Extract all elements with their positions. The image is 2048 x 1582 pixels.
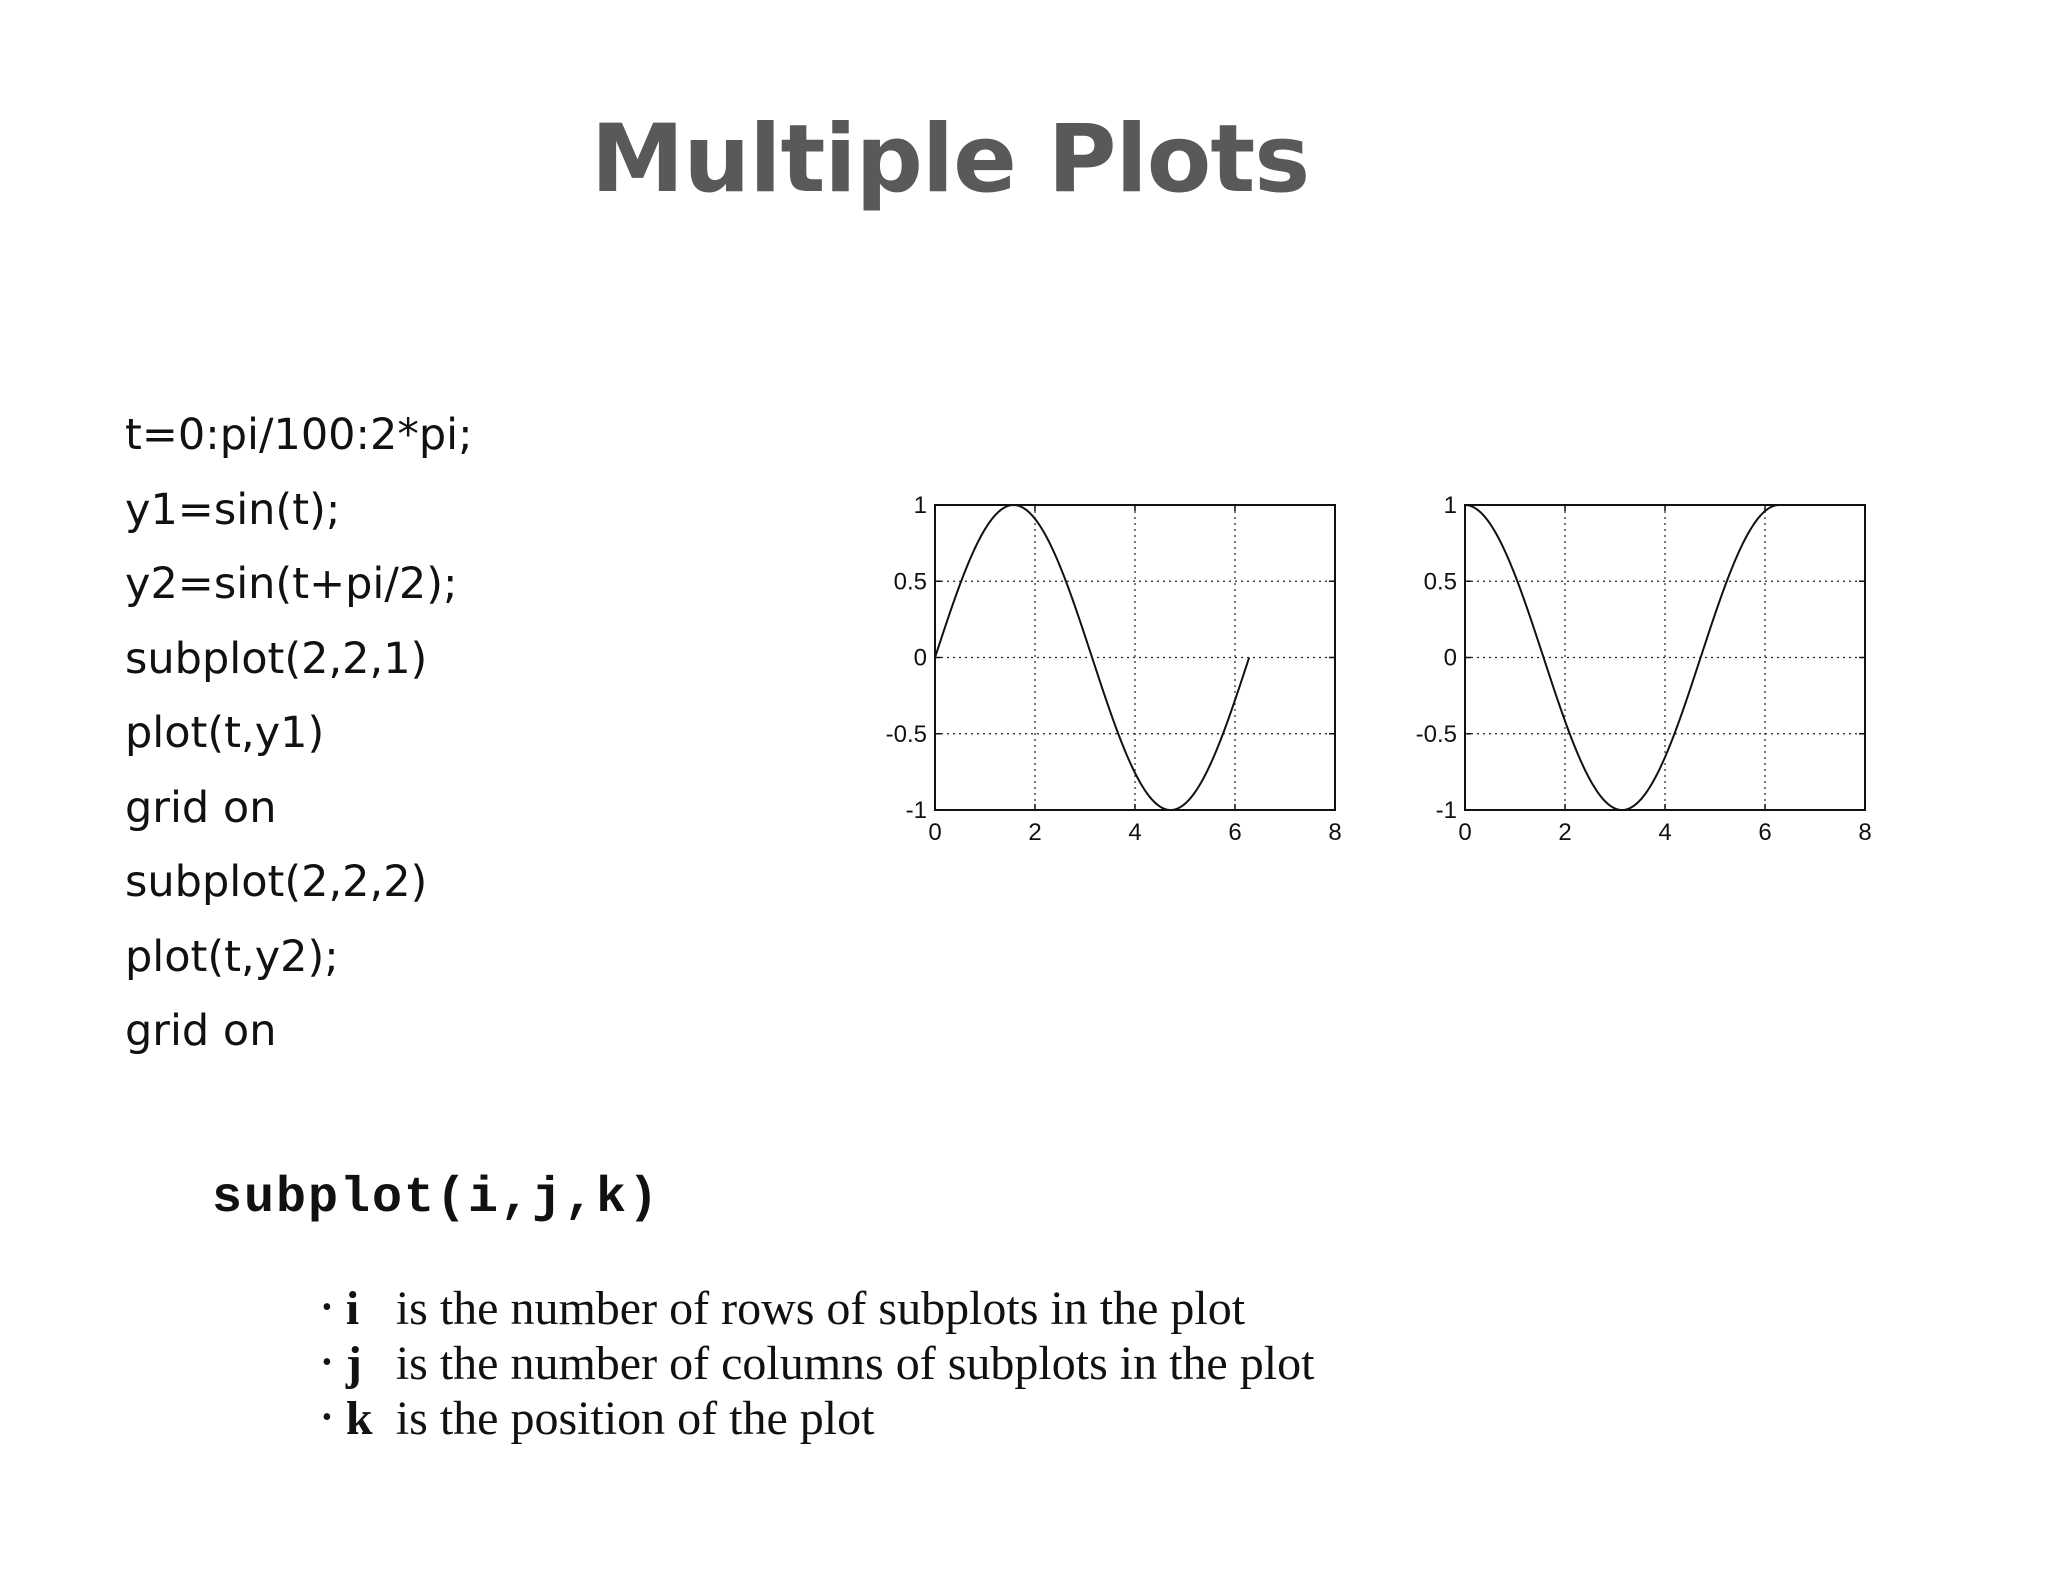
x-tick-label: 0 <box>1458 819 1472 846</box>
parameter-description: is the position of the plot <box>395 1392 875 1445</box>
parameter-name: k <box>345 1392 373 1445</box>
parameter-name: j <box>345 1337 362 1390</box>
subplot-syntax: subplot(i,j,k) <box>212 1170 661 1227</box>
y-tick-label: 0.5 <box>1423 568 1457 596</box>
y-tick-label: -1 <box>905 797 927 824</box>
parameter-name: i <box>345 1282 360 1335</box>
y-tick-label: 1 <box>913 492 927 519</box>
x-tick-label: 2 <box>1558 819 1572 846</box>
bullet: • <box>322 1292 332 1323</box>
bullet: • <box>322 1347 332 1378</box>
slide-title: Multiple Plots <box>590 105 1310 214</box>
parameter-item <box>322 1390 1314 1445</box>
parameter-item <box>322 1280 1314 1335</box>
y-tick-label: 1 <box>1443 492 1457 519</box>
code-line: grid on <box>125 1006 277 1056</box>
bullet: • <box>322 1402 332 1433</box>
x-tick-label: 8 <box>1328 819 1342 846</box>
code-line: plot(t,y1) <box>125 708 325 758</box>
parameter-description: is the number of rows of subplots in the plot <box>395 1282 1246 1335</box>
code-block <box>125 398 473 1069</box>
parameter-description: is the number of columns of subplots in the plot <box>395 1337 1315 1390</box>
parameter-item <box>322 1335 1314 1390</box>
code-line: y2=sin(t+pi/2); <box>125 559 458 609</box>
x-tick-label: 6 <box>1758 819 1772 846</box>
x-tick-label: 2 <box>1028 819 1042 846</box>
code-line: subplot(2,2,1) <box>125 633 428 684</box>
subplot-1-chart <box>870 480 1360 860</box>
code-line: grid on <box>125 782 277 833</box>
y-tick-label: 0 <box>1443 644 1457 672</box>
x-tick-label: 8 <box>1858 819 1872 846</box>
code-line: t=0:pi/100:2*pi; <box>125 410 473 460</box>
x-tick-label: 6 <box>1228 819 1242 846</box>
code-line: subplot(2,2,2) <box>125 857 428 907</box>
code-line: plot(t,y2); <box>125 931 339 982</box>
subplot-2-chart <box>1400 480 1890 860</box>
y-tick-label: 0.5 <box>893 568 927 596</box>
code-line: y1=sin(t); <box>125 484 341 535</box>
series-line <box>935 505 1249 810</box>
parameter-list <box>322 1280 1314 1445</box>
x-tick-label: 4 <box>1658 819 1672 846</box>
y-tick-label: 0 <box>913 644 927 672</box>
y-tick-label: -0.5 <box>885 720 927 748</box>
x-tick-label: 0 <box>928 819 942 846</box>
y-tick-label: -0.5 <box>1415 720 1457 748</box>
y-tick-label: -1 <box>1435 797 1457 824</box>
x-tick-label: 4 <box>1128 819 1142 846</box>
